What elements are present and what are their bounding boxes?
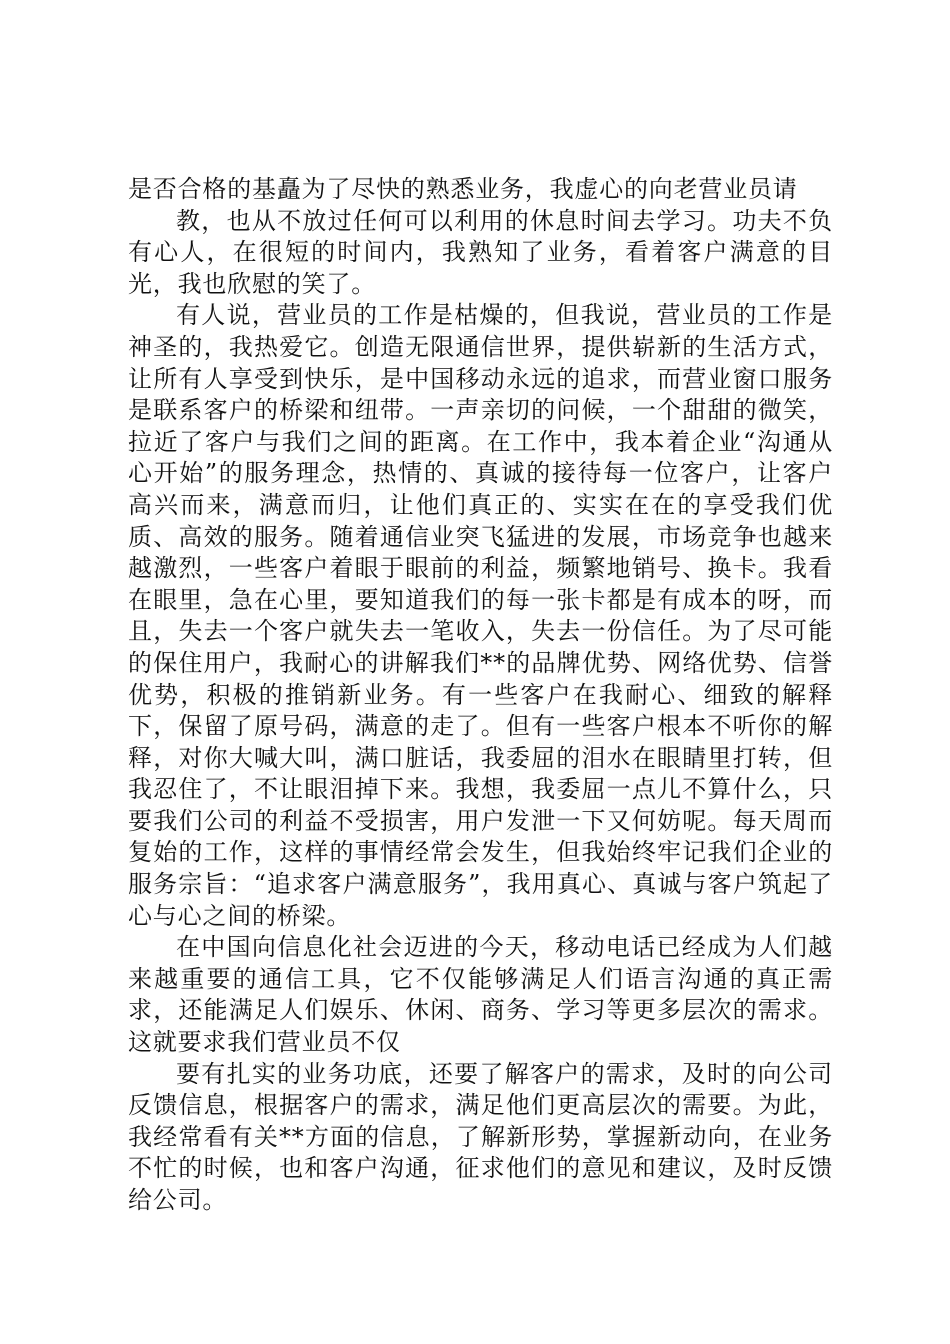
paragraph-4: 在中国向信息化社会迈进的今天，移动电话已经成为人们越来越重要的通信工具，它不仅能够满足人们语言沟通的真正需求，还能满足人们娱乐、休闲、商务、学习等更多层次的需求。这就要求我们营业员不仅 xyxy=(128,933,833,1057)
document-body xyxy=(128,174,833,1217)
paragraph-1: 是否合格的基矗为了尽快的熟悉业务，我虚心的向老营业员请 xyxy=(128,175,798,203)
paragraph-2: 教，也从不放过任何可以利用的休息时间去学习。功夫不负有心人，在很短的时间内，我熟知了业务，看着客户满意的目光，我也欣慰的笑了。 xyxy=(128,206,833,298)
paragraph-3: 有人说，营业员的工作是枯燥的，但我说，营业员的工作是神圣的，我热爱它。创造无限通信世界，提供崭新的生活方式，让所有人享受到快乐，是中国移动永远的追求，而营业窗口服务是联系客户的桥梁和纽带。一声亲切的问候，一个甜甜的微笑，拉近了客户与我们之间的距离。在工作中，我本着企业“沟通从心开始”的服务理念，热情的、真诚的接待每一位客户，让客户高兴而来，满意而归，让他们真正的、实实在在的享受我们优质、高效的服务。随着通信业突飞猛进的发展，市场竞争也越来越激烈，一些客户着眼于眼前的利益，频繁地销号、换卡。我看在眼里，急在心里，要知道我们的每一张卡都是有成本的呀，而且，失去一个客户就失去一笔收入，失去一份信任。为了尽可能的保住用户，我耐心的讲解我们**的品牌优势、网络优势、信誉优势，积极的推销新业务。有一些客户在我耐心、细致的解释下，保留了原号码，满意的走了。但有一些客户根本不听你的解释，对你大喊大叫，满口脏话，我委屈的泪水在眼睛里打转，但我忍住了，不让眼泪掉下来。我想，我委屈一点儿不算什么，只要我们公司的利益不受损害，用户发泄一下又何妨呢。每天周而复始的工作，这样的事情经常会发生，但我始终牢记我们企业的服务宗旨：“追求客户满意服务”，我用真心、真诚与客户筑起了心与心之间的桥梁。 xyxy=(128,301,833,930)
paragraph-5: 要有扎实的业务功底，还要了解客户的需求，及时的向公司反馈信息，根据客户的需求，满足他们更高层次的需要。为此，我经常看有关**方面的信息，了解新形势，掌握新动向，在业务不忙的时候，也和客户沟通，征求他们的意见和建议，及时反馈给公司。 xyxy=(128,1059,833,1214)
